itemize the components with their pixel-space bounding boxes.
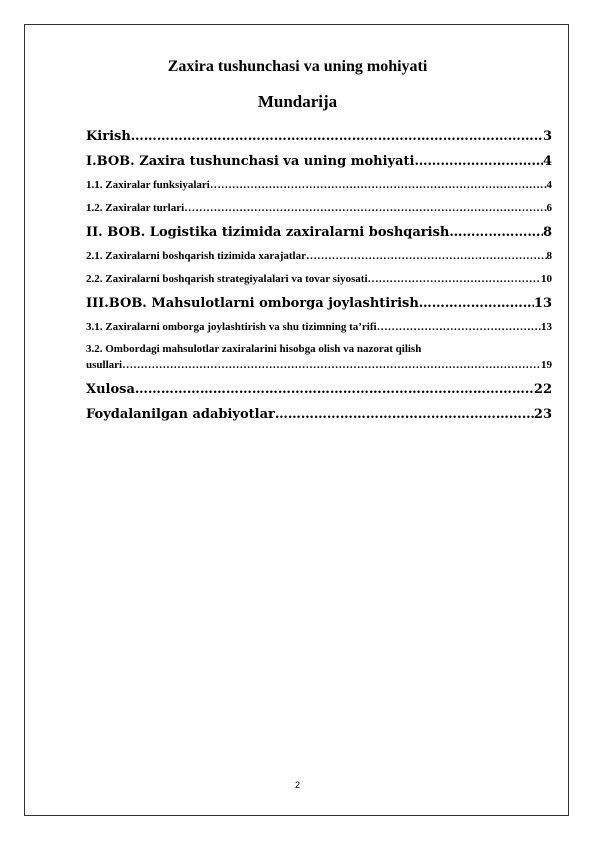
toc-leader-dots bbox=[135, 377, 534, 402]
toc-entry-label: 1.2. Zaxiralar turlari bbox=[86, 202, 185, 214]
toc-heading: Mundarija bbox=[257, 92, 338, 111]
toc-leader-dots bbox=[131, 124, 543, 149]
toc-entry-xulosa[interactable] bbox=[86, 377, 552, 402]
toc-entry-page: 22 bbox=[533, 382, 552, 397]
toc-entry-kirish[interactable] bbox=[86, 124, 552, 149]
toc-entry-1-1[interactable] bbox=[86, 174, 552, 197]
table-of-contents bbox=[86, 124, 552, 427]
toc-entry-page: 13 bbox=[533, 296, 552, 311]
toc-entry-label: 2.1. Zaxiralarni boshqarish tizimida xarajatlar bbox=[86, 250, 306, 262]
toc-leader-dots bbox=[275, 402, 534, 427]
toc-leader-dots bbox=[210, 174, 547, 197]
toc-entry-chapter-2[interactable] bbox=[86, 220, 552, 245]
toc-leader-dots bbox=[122, 357, 541, 373]
toc-entry-page: 19 bbox=[541, 359, 552, 371]
toc-leader-dots bbox=[368, 268, 541, 291]
toc-entry-2-1[interactable] bbox=[86, 245, 552, 268]
toc-entry-label: Xulosa bbox=[86, 382, 135, 397]
toc-entry-page: 6 bbox=[546, 202, 552, 214]
page-number: 2 bbox=[294, 780, 300, 790]
toc-entry-page: 10 bbox=[541, 273, 552, 285]
toc-entry-label: Foydalanilgan adabiyotlar bbox=[86, 407, 275, 422]
toc-entry-label: II. BOB. Logistika tizimida zaxiralarni boshqarish bbox=[86, 225, 450, 240]
toc-entry-page: 23 bbox=[533, 407, 552, 422]
toc-entry-page: 8 bbox=[546, 250, 552, 262]
toc-entry-label: Kirish bbox=[86, 129, 131, 144]
toc-entry-label-continued: usullari bbox=[86, 359, 123, 371]
toc-entry-page: 13 bbox=[541, 321, 552, 333]
toc-entry-page: 4 bbox=[542, 154, 552, 169]
toc-entry-label: III.BOB. Mahsulotlarni omborga joylashtirish bbox=[86, 296, 419, 311]
toc-entry-label: 1.1. Zaxiralar funksiyalari bbox=[86, 179, 210, 191]
toc-entry-page: 4 bbox=[546, 179, 552, 191]
toc-leader-dots bbox=[419, 291, 534, 316]
toc-entry-page: 3 bbox=[542, 129, 552, 144]
toc-entry-page: 8 bbox=[542, 225, 552, 240]
toc-entry-1-2[interactable] bbox=[86, 197, 552, 220]
toc-leader-dots bbox=[449, 220, 543, 245]
document-title: Zaxira tushunchasi va uning mohiyati bbox=[167, 58, 428, 75]
toc-entry-references[interactable] bbox=[86, 402, 552, 427]
toc-entry-chapter-1[interactable] bbox=[86, 149, 552, 174]
toc-entry-3-2[interactable] bbox=[86, 341, 552, 373]
toc-entry-2-2[interactable] bbox=[86, 268, 552, 291]
toc-leader-dots bbox=[184, 197, 546, 220]
toc-leader-dots bbox=[377, 316, 541, 339]
toc-entry-chapter-3[interactable] bbox=[86, 291, 552, 316]
toc-entry-label: 2.2. Zaxiralarni boshqarish strategiyalalari va tovar siyosati bbox=[86, 273, 368, 285]
toc-leader-dots bbox=[306, 245, 547, 268]
toc-entry-3-1[interactable] bbox=[86, 316, 552, 339]
toc-entry-label: 3.1. Zaxiralarni omborga joylashtirish va shu tizimning ta’rifi bbox=[86, 321, 377, 333]
toc-entry-label: 3.2. Ombordagi mahsulotlar zaxiralarini hisobga olish va nazorat qilish bbox=[86, 343, 422, 355]
toc-entry-label: I.BOB. Zaxira tushunchasi va uning mohiyati bbox=[86, 154, 415, 169]
toc-leader-dots bbox=[414, 149, 543, 174]
